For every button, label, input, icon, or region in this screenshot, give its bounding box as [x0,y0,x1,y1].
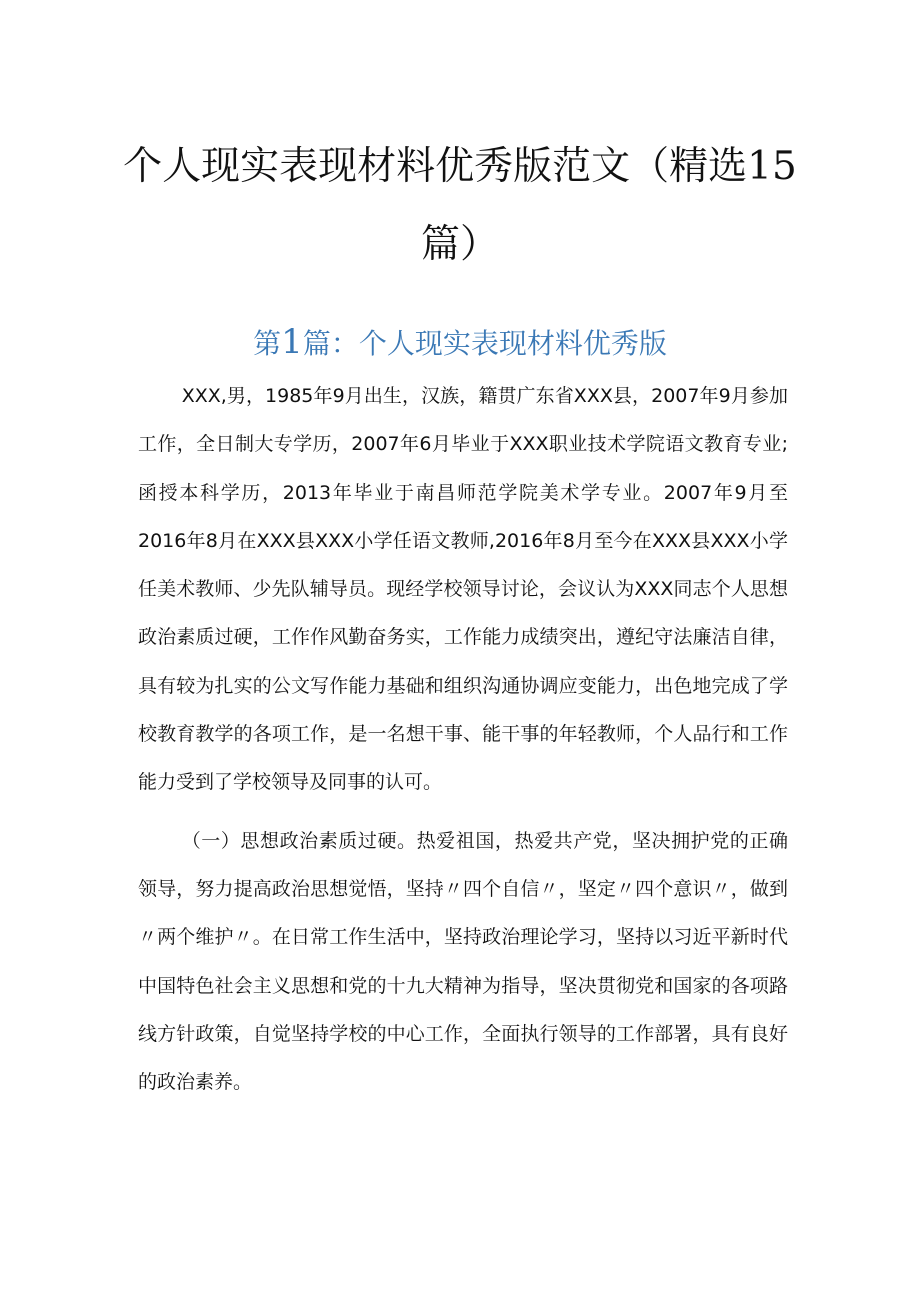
paragraph-political-quality: （一）思想政治素质过硬。热爱祖国，热爱共产党，坚决拥护党的正确领导，努力提高政治思想觉悟，坚持〃四个自信〃，坚定〃四个意识〃，做到〃两个维护〃。在日常工作生活中，坚持政治理论学习，坚持以习近平新时代中国特色社会主义思想和党的十九大精神为指导，坚决贯彻党和国家的各项路线方针政策，自觉坚持学校的中心工作，全面执行领导的工作部署，具有良好的政治素养。 [138,829,788,1094]
section-heading-text: 篇：个人现实表现材料优秀版 [302,327,667,360]
section-heading-number: 1 [281,322,303,362]
paragraph-personal-profile: XXX,男，1985年9月出生，汉族，籍贯广东省XXX县，2007年9月参加工作，全日制大专学历，2007年6月毕业于XXX职业技术学院语文教育专业;函授本科学历，2013年毕业于南昌师范学院美术学专业。2007年9月至2016年8月在XXX县XXX小学任语文教师,2016年8月至今在XXX县XXX小学任美术教师、少先队辅导员。现经学校领导讨论，会议认为XXX同志个人思想政治素质过硬，工作作风勤奋务实，工作能力成绩突出，遵纪守法廉洁自律，具有较为扎实的公文写作能力基础和组织沟通协调应变能力，出色地完成了学校教育教学的各项工作，是一名想干事、能干事的年轻教师，个人品行和工作能力受到了学校领导及同事的认可。 [138,385,788,794]
document-body [138,372,788,1106]
document-title: 个人现实表现材料优秀版范文（精选15篇） [123,144,797,267]
section-heading [120,318,800,368]
section-heading-prefix: 第 [253,327,282,360]
